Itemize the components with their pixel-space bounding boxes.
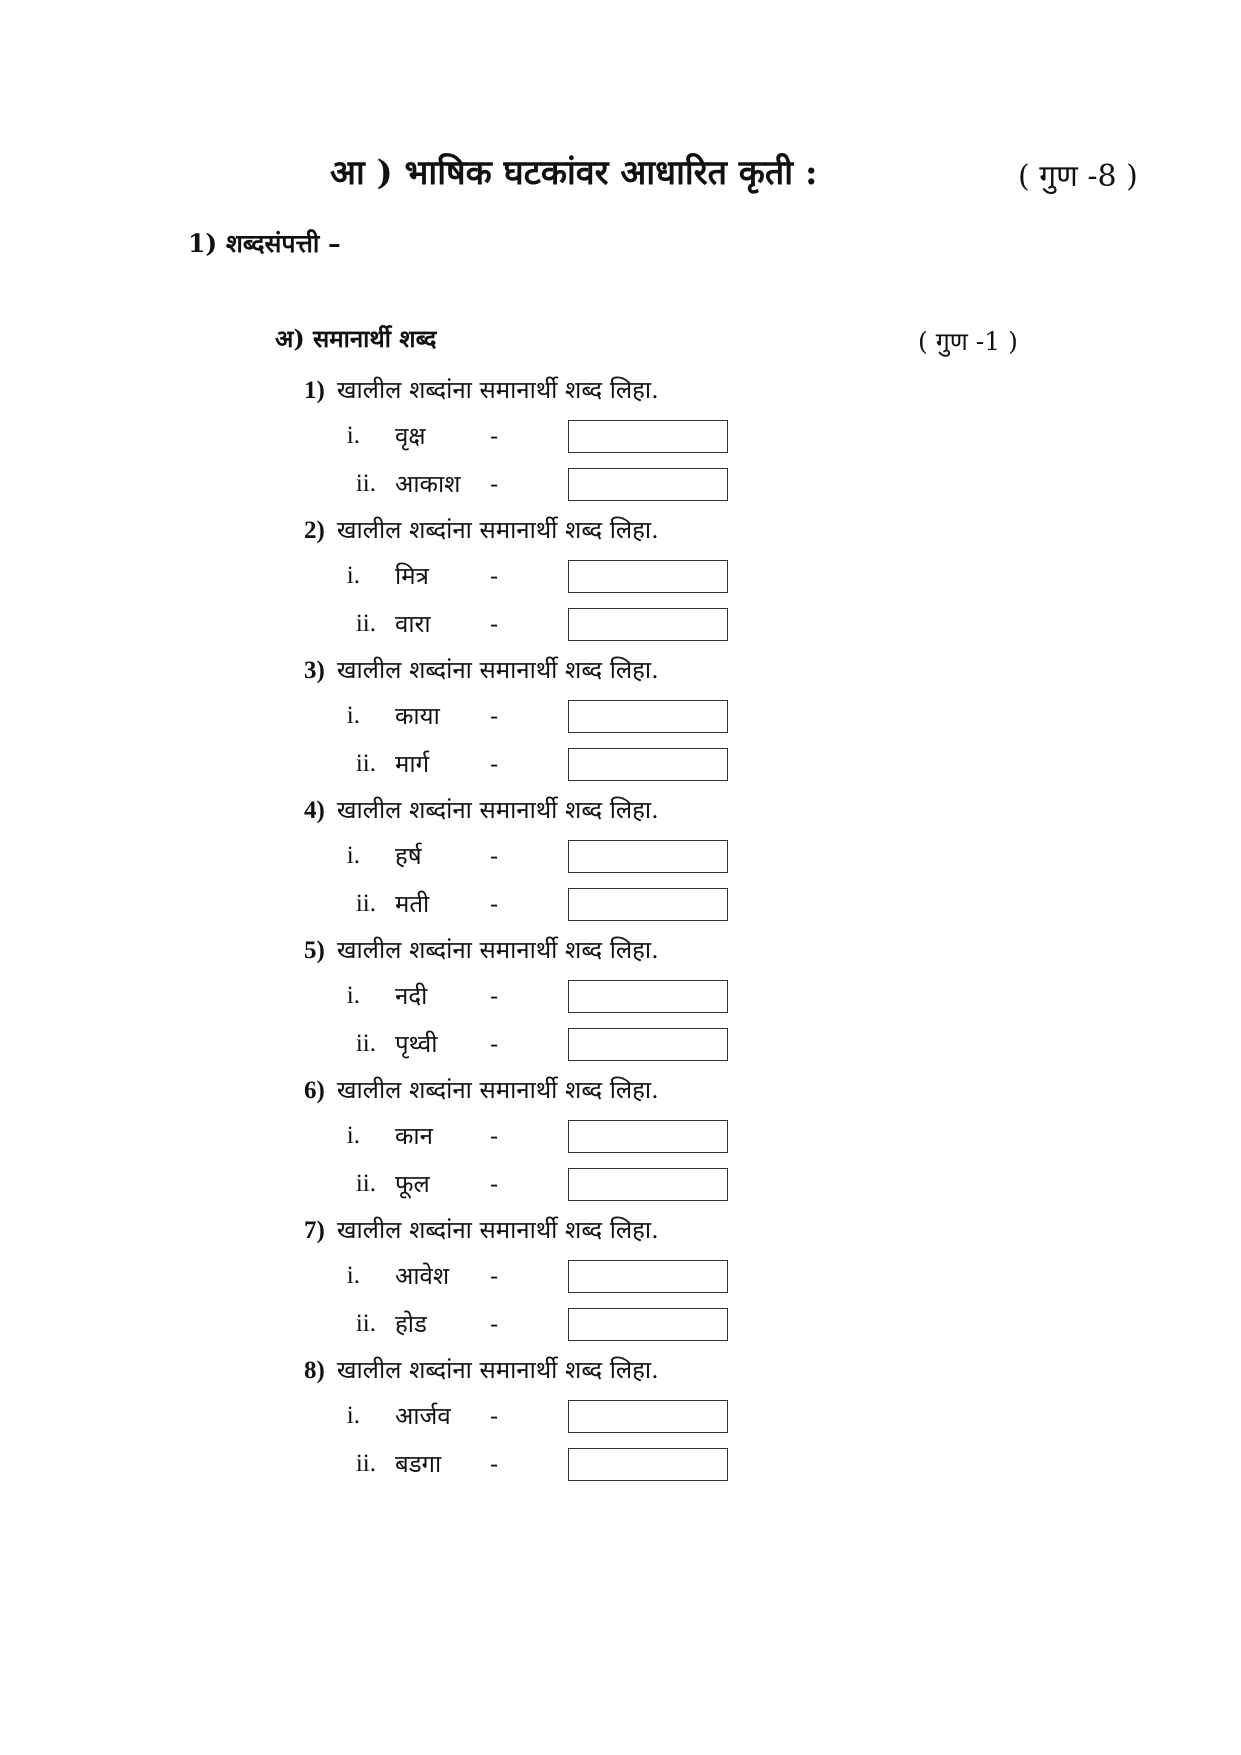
question [300,932,860,1072]
question [300,792,860,932]
question-number: 5) [304,937,325,964]
item-dash: - [490,470,499,498]
item-word: काया [395,702,440,730]
item-index: i. [346,1262,360,1289]
question-prompt [304,1352,659,1388]
item-word: पृथ्वी [395,1030,438,1058]
item-word: मित्र [395,562,429,590]
item-dash: - [490,890,499,918]
item-index: i. [346,422,360,449]
list-item [300,1166,780,1202]
question-text: खालील शब्दांना समानार्थी शब्द लिहा. [336,1356,659,1384]
item-index: i. [346,1122,360,1149]
item-index: ii. [355,610,376,637]
list-item [300,746,780,782]
page-title: आ ) भाषिक घटकांवर आधारित कृती : [330,153,818,193]
item-word: मती [395,890,430,918]
item-dash: - [490,750,499,778]
list-item [300,1306,780,1342]
item-dash: - [490,1030,499,1058]
question-text: खालील शब्दांना समानार्थी शब्द लिहा. [336,936,659,964]
item-index: ii. [355,1310,376,1337]
question-number: 4) [304,797,325,824]
item-dash: - [490,422,499,450]
list-item [300,418,780,454]
item-index: i. [346,842,360,869]
answer-box[interactable] [568,1308,728,1341]
question [300,512,860,652]
list-item [300,1398,780,1434]
item-word: होड [395,1310,427,1338]
item-dash: - [490,610,499,638]
question-number: 8) [304,1357,325,1384]
item-index: i. [346,1402,360,1429]
item-word: नदी [395,982,428,1010]
question-prompt [304,792,659,828]
question [300,1072,860,1212]
question-number: 6) [304,1077,325,1104]
item-dash: - [490,1122,499,1150]
item-index: i. [346,562,360,589]
question-number: 2) [304,517,325,544]
answer-box[interactable] [568,420,728,453]
question [300,652,860,792]
question [300,1212,860,1352]
question-prompt [304,652,659,688]
answer-box[interactable] [568,888,728,921]
list-item [300,466,780,502]
item-dash: - [490,702,499,730]
question-number: 1) [304,377,325,404]
answer-box[interactable] [568,608,728,641]
question-prompt [304,932,659,968]
item-word: हर्ष [395,842,422,870]
item-word: आवेश [395,1262,450,1290]
item-index: ii. [355,890,376,917]
question-text: खालील शब्दांना समानार्थी शब्द लिहा. [336,516,659,544]
item-dash: - [490,1262,499,1290]
answer-box[interactable] [568,1400,728,1433]
question-text: खालील शब्दांना समानार्थी शब्द लिहा. [336,1076,659,1104]
list-item [300,1118,780,1154]
item-dash: - [490,562,499,590]
answer-box[interactable] [568,1028,728,1061]
item-word: आर्जव [395,1402,451,1430]
item-word: आकाश [395,470,461,498]
answer-box[interactable] [568,1168,728,1201]
list-item [300,838,780,874]
answer-box[interactable] [568,560,728,593]
subsection-marks: ( गुण -1 ) [918,327,1018,356]
list-item [300,558,780,594]
list-item [300,886,780,922]
list-item [300,1026,780,1062]
question-prompt [304,1212,659,1248]
item-index: ii. [355,1170,376,1197]
section-title: 1) शब्दसंपत्ती – [188,229,341,258]
item-index: ii. [355,1030,376,1057]
list-item [300,606,780,642]
question-text: खालील शब्दांना समानार्थी शब्द लिहा. [336,376,659,404]
question [300,372,860,512]
total-marks: ( गुण -8 ) [1018,159,1138,194]
answer-box[interactable] [568,748,728,781]
question-number: 3) [304,657,325,684]
item-index: i. [346,982,360,1009]
question-number: 7) [304,1217,325,1244]
question [300,1352,860,1492]
item-dash: - [490,982,499,1010]
item-word: कान [395,1122,433,1150]
question-text: खालील शब्दांना समानार्थी शब्द लिहा. [336,656,659,684]
item-dash: - [490,1170,499,1198]
question-list [300,372,860,1492]
answer-box[interactable] [568,980,728,1013]
answer-box[interactable] [568,840,728,873]
item-word: फूल [395,1170,430,1198]
answer-box[interactable] [568,1260,728,1293]
answer-box[interactable] [568,700,728,733]
list-item [300,1446,780,1482]
subsection-title: अ) समानार्थी शब्द [275,324,437,353]
item-dash: - [490,1450,499,1478]
answer-box[interactable] [568,1120,728,1153]
item-dash: - [490,842,499,870]
list-item [300,978,780,1014]
item-word: वृक्ष [395,422,426,450]
item-word: बडगा [395,1450,442,1478]
item-index: i. [346,702,360,729]
answer-box[interactable] [568,468,728,501]
item-index: ii. [355,750,376,777]
item-word: मार्ग [395,750,430,778]
list-item [300,1258,780,1294]
question-prompt [304,512,659,548]
question-prompt [304,372,659,408]
question-prompt [304,1072,659,1108]
question-text: खालील शब्दांना समानार्थी शब्द लिहा. [336,796,659,824]
item-dash: - [490,1310,499,1338]
answer-box[interactable] [568,1448,728,1481]
item-dash: - [490,1402,499,1430]
question-text: खालील शब्दांना समानार्थी शब्द लिहा. [336,1216,659,1244]
item-index: ii. [355,470,376,497]
item-index: ii. [355,1450,376,1477]
list-item [300,698,780,734]
item-word: वारा [395,610,431,638]
